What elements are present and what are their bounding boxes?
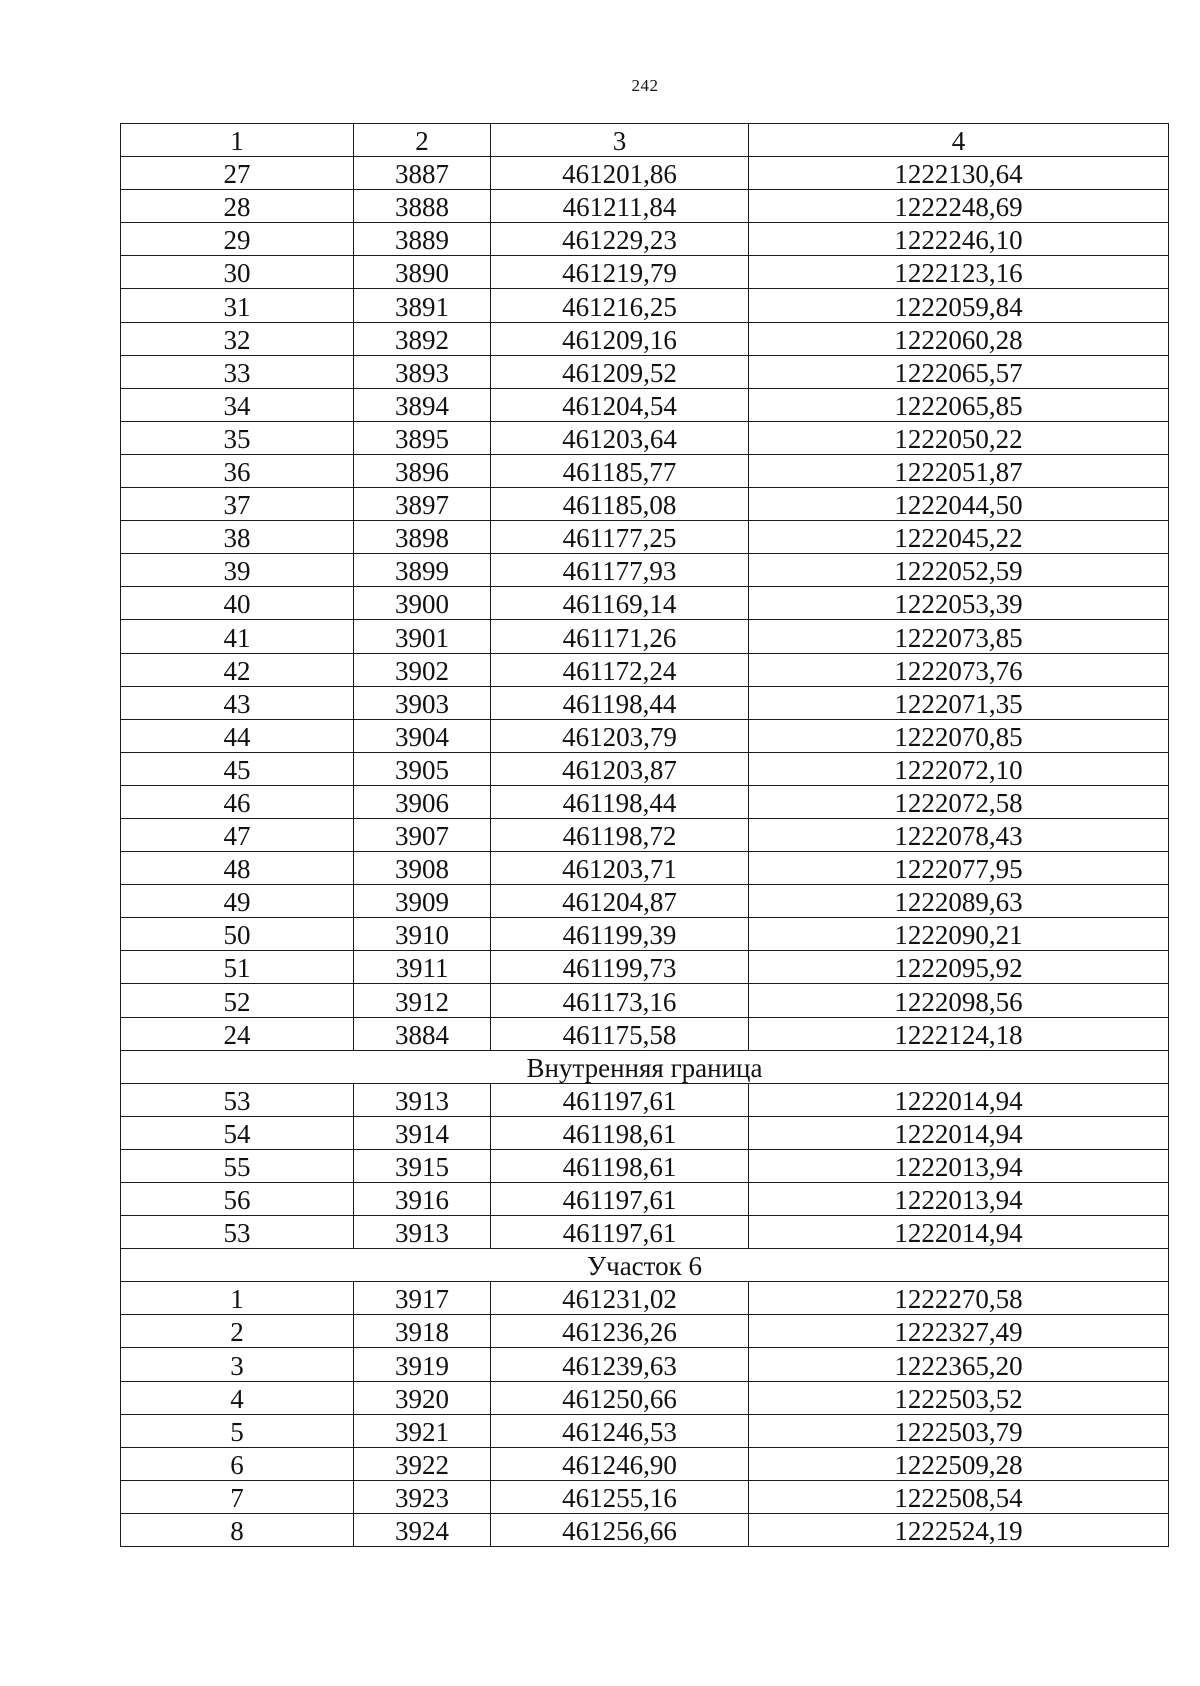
point-id-cell: 3897 [354, 488, 491, 521]
y-coordinate-cell: 1222078,43 [749, 818, 1169, 851]
point-number-cell: 29 [121, 223, 354, 256]
point-id-cell: 3920 [354, 1381, 491, 1414]
y-coordinate-cell: 1222072,10 [749, 752, 1169, 785]
header-cell: 3 [491, 124, 749, 157]
y-coordinate-cell: 1222509,28 [749, 1447, 1169, 1480]
header-cell: 4 [749, 124, 1169, 157]
point-number-cell: 35 [121, 421, 354, 454]
table-row [121, 388, 1169, 421]
table-row [121, 1315, 1169, 1348]
x-coordinate-cell: 461239,63 [491, 1348, 749, 1381]
x-coordinate-cell: 461204,87 [491, 885, 749, 918]
table-row [121, 554, 1169, 587]
point-number-cell: 27 [121, 157, 354, 190]
table-row [121, 1017, 1169, 1050]
y-coordinate-cell: 1222013,94 [749, 1183, 1169, 1216]
table-row [121, 818, 1169, 851]
point-id-cell: 3903 [354, 686, 491, 719]
point-id-cell: 3909 [354, 885, 491, 918]
point-number-cell: 44 [121, 719, 354, 752]
point-id-cell: 3914 [354, 1116, 491, 1149]
point-id-cell: 3910 [354, 918, 491, 951]
y-coordinate-cell: 1222089,63 [749, 885, 1169, 918]
point-number-cell: 43 [121, 686, 354, 719]
page-number: 242 [631, 76, 659, 95]
point-id-cell: 3913 [354, 1216, 491, 1249]
x-coordinate-cell: 461209,52 [491, 355, 749, 388]
point-number-cell: 41 [121, 620, 354, 653]
point-number-cell: 50 [121, 918, 354, 951]
point-number-cell: 53 [121, 1083, 354, 1116]
x-coordinate-cell: 461203,79 [491, 719, 749, 752]
point-id-cell: 3919 [354, 1348, 491, 1381]
header-cell: 2 [354, 124, 491, 157]
table-row [121, 1414, 1169, 1447]
point-id-cell: 3911 [354, 951, 491, 984]
y-coordinate-cell: 1222098,56 [749, 984, 1169, 1017]
table-row [121, 1282, 1169, 1315]
x-coordinate-cell: 461198,72 [491, 818, 749, 851]
x-coordinate-cell: 461201,86 [491, 157, 749, 190]
table-row [121, 289, 1169, 322]
y-coordinate-cell: 1222070,85 [749, 719, 1169, 752]
point-number-cell: 36 [121, 454, 354, 487]
x-coordinate-cell: 461203,64 [491, 421, 749, 454]
table-header-row [121, 124, 1169, 157]
table-row [121, 521, 1169, 554]
point-id-cell: 3901 [354, 620, 491, 653]
point-number-cell: 42 [121, 653, 354, 686]
point-number-cell: 46 [121, 785, 354, 818]
point-id-cell: 3899 [354, 554, 491, 587]
point-number-cell: 33 [121, 355, 354, 388]
point-id-cell: 3921 [354, 1414, 491, 1447]
point-number-cell: 51 [121, 951, 354, 984]
x-coordinate-cell: 461173,16 [491, 984, 749, 1017]
table-row [121, 355, 1169, 388]
y-coordinate-cell: 1222327,49 [749, 1315, 1169, 1348]
x-coordinate-cell: 461197,61 [491, 1083, 749, 1116]
table-row [121, 454, 1169, 487]
point-number-cell: 32 [121, 322, 354, 355]
section-label: Участок 6 [121, 1249, 1169, 1282]
point-id-cell: 3887 [354, 157, 491, 190]
table-row [121, 1381, 1169, 1414]
point-number-cell: 56 [121, 1183, 354, 1216]
x-coordinate-cell: 461203,87 [491, 752, 749, 785]
y-coordinate-cell: 1222508,54 [749, 1480, 1169, 1513]
point-number-cell: 54 [121, 1116, 354, 1149]
x-coordinate-cell: 461198,44 [491, 785, 749, 818]
table-row [121, 1447, 1169, 1480]
point-number-cell: 4 [121, 1381, 354, 1414]
section-header-row [121, 1050, 1169, 1083]
point-number-cell: 53 [121, 1216, 354, 1249]
x-coordinate-cell: 461198,61 [491, 1149, 749, 1182]
x-coordinate-cell: 461229,23 [491, 223, 749, 256]
point-id-cell: 3924 [354, 1513, 491, 1546]
y-coordinate-cell: 1222053,39 [749, 587, 1169, 620]
y-coordinate-cell: 1222051,87 [749, 454, 1169, 487]
table-row [121, 1083, 1169, 1116]
point-id-cell: 3906 [354, 785, 491, 818]
table-row [121, 157, 1169, 190]
x-coordinate-cell: 461236,26 [491, 1315, 749, 1348]
x-coordinate-cell: 461177,25 [491, 521, 749, 554]
table-row [121, 951, 1169, 984]
y-coordinate-cell: 1222071,35 [749, 686, 1169, 719]
table-row [121, 1348, 1169, 1381]
table-row [121, 587, 1169, 620]
point-number-cell: 34 [121, 388, 354, 421]
x-coordinate-cell: 461250,66 [491, 1381, 749, 1414]
table-row [121, 223, 1169, 256]
table-row [121, 785, 1169, 818]
point-id-cell: 3904 [354, 719, 491, 752]
table-row [121, 1513, 1169, 1546]
y-coordinate-cell: 1222073,76 [749, 653, 1169, 686]
y-coordinate-cell: 1222073,85 [749, 620, 1169, 653]
point-id-cell: 3917 [354, 1282, 491, 1315]
point-id-cell: 3905 [354, 752, 491, 785]
table-row [121, 984, 1169, 1017]
x-coordinate-cell: 461209,16 [491, 322, 749, 355]
point-id-cell: 3889 [354, 223, 491, 256]
x-coordinate-cell: 461177,93 [491, 554, 749, 587]
x-coordinate-cell: 461185,77 [491, 454, 749, 487]
table-row [121, 686, 1169, 719]
y-coordinate-cell: 1222052,59 [749, 554, 1169, 587]
y-coordinate-cell: 1222503,79 [749, 1414, 1169, 1447]
table-row [121, 322, 1169, 355]
table-body [121, 157, 1169, 1547]
table-row [121, 1480, 1169, 1513]
y-coordinate-cell: 1222059,84 [749, 289, 1169, 322]
point-number-cell: 24 [121, 1017, 354, 1050]
coordinates-table [120, 123, 1169, 1547]
point-number-cell: 30 [121, 256, 354, 289]
y-coordinate-cell: 1222065,85 [749, 388, 1169, 421]
x-coordinate-cell: 461199,39 [491, 918, 749, 951]
point-id-cell: 3913 [354, 1083, 491, 1116]
point-id-cell: 3915 [354, 1149, 491, 1182]
point-id-cell: 3891 [354, 289, 491, 322]
x-coordinate-cell: 461198,44 [491, 686, 749, 719]
point-number-cell: 8 [121, 1513, 354, 1546]
point-number-cell: 31 [121, 289, 354, 322]
y-coordinate-cell: 1222524,19 [749, 1513, 1169, 1546]
point-number-cell: 7 [121, 1480, 354, 1513]
point-number-cell: 39 [121, 554, 354, 587]
table-row [121, 653, 1169, 686]
x-coordinate-cell: 461175,58 [491, 1017, 749, 1050]
y-coordinate-cell: 1222077,95 [749, 852, 1169, 885]
point-id-cell: 3893 [354, 355, 491, 388]
point-id-cell: 3892 [354, 322, 491, 355]
y-coordinate-cell: 1222365,20 [749, 1348, 1169, 1381]
x-coordinate-cell: 461204,54 [491, 388, 749, 421]
table-row [121, 421, 1169, 454]
y-coordinate-cell: 1222065,57 [749, 355, 1169, 388]
point-number-cell: 45 [121, 752, 354, 785]
point-id-cell: 3894 [354, 388, 491, 421]
x-coordinate-cell: 461246,53 [491, 1414, 749, 1447]
y-coordinate-cell: 1222503,52 [749, 1381, 1169, 1414]
point-id-cell: 3884 [354, 1017, 491, 1050]
x-coordinate-cell: 461255,16 [491, 1480, 749, 1513]
y-coordinate-cell: 1222124,18 [749, 1017, 1169, 1050]
table-row [121, 752, 1169, 785]
y-coordinate-cell: 1222072,58 [749, 785, 1169, 818]
header-cell: 1 [121, 124, 354, 157]
y-coordinate-cell: 1222050,22 [749, 421, 1169, 454]
point-number-cell: 48 [121, 852, 354, 885]
point-id-cell: 3898 [354, 521, 491, 554]
x-coordinate-cell: 461197,61 [491, 1216, 749, 1249]
point-number-cell: 49 [121, 885, 354, 918]
x-coordinate-cell: 461256,66 [491, 1513, 749, 1546]
point-id-cell: 3923 [354, 1480, 491, 1513]
table-row [121, 190, 1169, 223]
point-number-cell: 40 [121, 587, 354, 620]
x-coordinate-cell: 461171,26 [491, 620, 749, 653]
point-number-cell: 28 [121, 190, 354, 223]
point-number-cell: 5 [121, 1414, 354, 1447]
y-coordinate-cell: 1222130,64 [749, 157, 1169, 190]
y-coordinate-cell: 1222044,50 [749, 488, 1169, 521]
point-id-cell: 3912 [354, 984, 491, 1017]
point-id-cell: 3908 [354, 852, 491, 885]
x-coordinate-cell: 461216,25 [491, 289, 749, 322]
point-number-cell: 52 [121, 984, 354, 1017]
point-id-cell: 3890 [354, 256, 491, 289]
y-coordinate-cell: 1222246,10 [749, 223, 1169, 256]
table-row [121, 620, 1169, 653]
point-id-cell: 3922 [354, 1447, 491, 1480]
point-number-cell: 55 [121, 1149, 354, 1182]
x-coordinate-cell: 461219,79 [491, 256, 749, 289]
table-row [121, 1183, 1169, 1216]
x-coordinate-cell: 461211,84 [491, 190, 749, 223]
y-coordinate-cell: 1222248,69 [749, 190, 1169, 223]
x-coordinate-cell: 461231,02 [491, 1282, 749, 1315]
y-coordinate-cell: 1222013,94 [749, 1149, 1169, 1182]
y-coordinate-cell: 1222014,94 [749, 1083, 1169, 1116]
section-label: Внутренняя граница [121, 1050, 1169, 1083]
y-coordinate-cell: 1222270,58 [749, 1282, 1169, 1315]
table-row [121, 488, 1169, 521]
y-coordinate-cell: 1222095,92 [749, 951, 1169, 984]
point-id-cell: 3907 [354, 818, 491, 851]
point-id-cell: 3916 [354, 1183, 491, 1216]
x-coordinate-cell: 461169,14 [491, 587, 749, 620]
table-row [121, 852, 1169, 885]
y-coordinate-cell: 1222123,16 [749, 256, 1169, 289]
point-number-cell: 2 [121, 1315, 354, 1348]
point-number-cell: 47 [121, 818, 354, 851]
point-id-cell: 3895 [354, 421, 491, 454]
x-coordinate-cell: 461199,73 [491, 951, 749, 984]
table-row [121, 1149, 1169, 1182]
table-row [121, 256, 1169, 289]
x-coordinate-cell: 461172,24 [491, 653, 749, 686]
table-row [121, 885, 1169, 918]
point-number-cell: 6 [121, 1447, 354, 1480]
point-id-cell: 3918 [354, 1315, 491, 1348]
x-coordinate-cell: 461197,61 [491, 1183, 749, 1216]
x-coordinate-cell: 461203,71 [491, 852, 749, 885]
x-coordinate-cell: 461246,90 [491, 1447, 749, 1480]
table-row [121, 1116, 1169, 1149]
x-coordinate-cell: 461198,61 [491, 1116, 749, 1149]
table-row [121, 918, 1169, 951]
section-header-row [121, 1249, 1169, 1282]
x-coordinate-cell: 461185,08 [491, 488, 749, 521]
table-row [121, 719, 1169, 752]
point-id-cell: 3888 [354, 190, 491, 223]
point-number-cell: 1 [121, 1282, 354, 1315]
point-number-cell: 38 [121, 521, 354, 554]
y-coordinate-cell: 1222045,22 [749, 521, 1169, 554]
y-coordinate-cell: 1222060,28 [749, 322, 1169, 355]
point-id-cell: 3900 [354, 587, 491, 620]
point-number-cell: 37 [121, 488, 354, 521]
y-coordinate-cell: 1222014,94 [749, 1116, 1169, 1149]
y-coordinate-cell: 1222090,21 [749, 918, 1169, 951]
point-number-cell: 3 [121, 1348, 354, 1381]
point-id-cell: 3896 [354, 454, 491, 487]
table-row [121, 1216, 1169, 1249]
point-id-cell: 3902 [354, 653, 491, 686]
y-coordinate-cell: 1222014,94 [749, 1216, 1169, 1249]
